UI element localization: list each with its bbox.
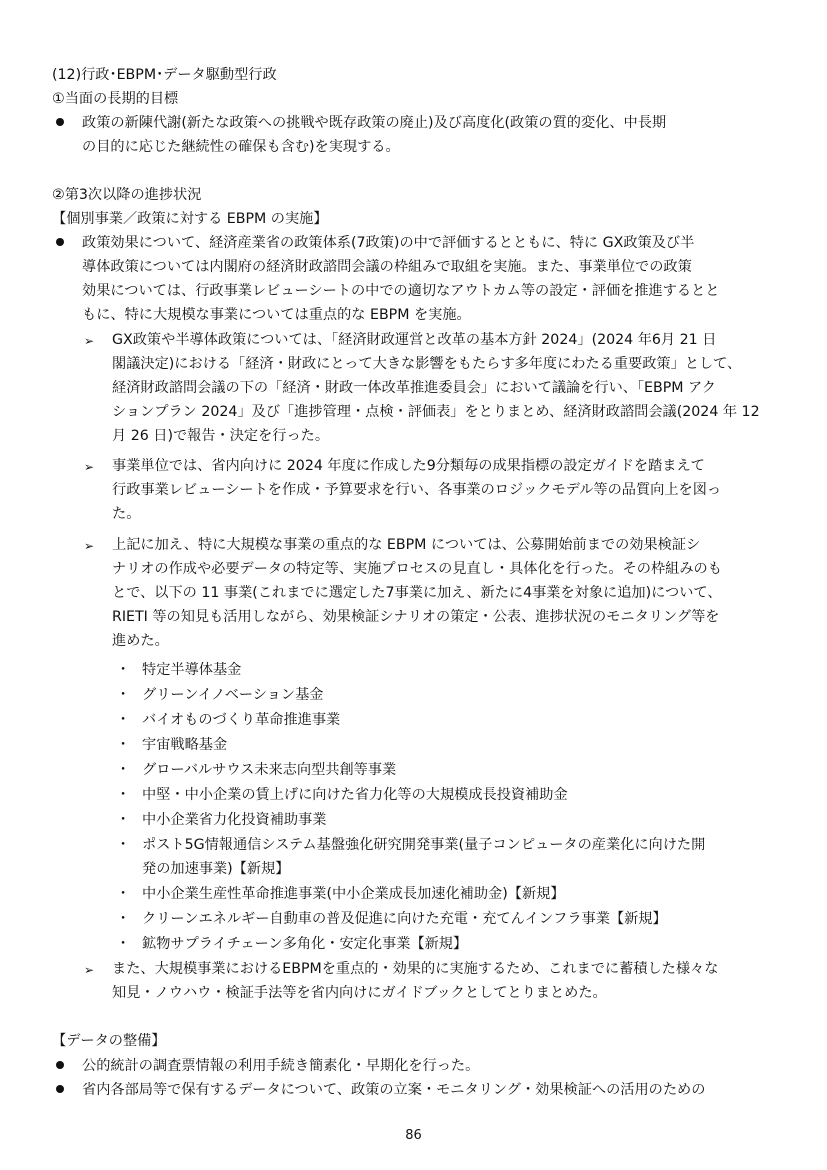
data-bullet-line: 公的統計の調査票情報の利用手続き簡素化・早期化を行った。 bbox=[82, 1058, 480, 1074]
sub-item-line: ナリオの作成や必要データの特定等、実施プロセスの見直し・具体化を行った。その枠組みのも bbox=[112, 561, 722, 577]
project-item: 中堅・中小企業の賃上げに向けた省力化等の大規模成長投資補助金 bbox=[142, 787, 568, 803]
sub-item-line: 事業単位では、省内向けに 2024 年度に作成した9分類毎の成果指標の設定ガイドを踏まえて bbox=[112, 458, 705, 474]
bullet-dot bbox=[56, 1085, 64, 1093]
project-item: 中小企業生産性革命推進事業(中小企業成長加速化補助金)【新規】 bbox=[142, 886, 565, 902]
list-dot: ・ bbox=[116, 687, 131, 703]
arrow-marker: ➢ bbox=[84, 334, 95, 348]
project-item: ポスト5G情報通信システム基盤強化研究開発事業(量子コンピュータの産業化に向けた開 bbox=[142, 837, 706, 853]
bullet-dot bbox=[56, 238, 64, 246]
data-heading: 【データの整備】 bbox=[52, 1033, 166, 1049]
arrow-marker: ➢ bbox=[84, 539, 95, 553]
goal-heading: ①当面の長期的目標 bbox=[52, 91, 179, 107]
section-heading: (12)行政･EBPM･データ駆動型行政 bbox=[52, 67, 277, 83]
ebpm-bullet-line: 効果については、行政事業レビューシートの中での適切なアウトカム等の設定・評価を推進するとと bbox=[82, 283, 720, 299]
arrow-marker: ➢ bbox=[84, 460, 95, 474]
ebpm-bullet-line: 導体政策については内閣府の経済財政諮問会議の枠組みで取組を実施。また、事業単位での政策 bbox=[82, 259, 692, 275]
sub-item-line: とで、以下の 11 事業(これまでに選定した7事業に加え、新たに4事業を対象に追加)について、 bbox=[112, 585, 722, 601]
sub-item-line: 行政事業レビューシートを作成・予算要求を行い、各事業のロジックモデル等の品質向上を図っ bbox=[112, 482, 722, 498]
sub-item-line: また、大規模事業におけるEBPMを重点的・効果的に実施するため、これまでに蓄積した様々な bbox=[112, 961, 719, 977]
ebpm-bullet-line: もに、特に大規模な事業については重点的な EBPM を実施。 bbox=[82, 307, 471, 323]
project-item: 中小企業省力化投資補助事業 bbox=[142, 812, 327, 828]
arrow-marker: ➢ bbox=[84, 963, 95, 977]
project-item: 特定半導体基金 bbox=[142, 662, 242, 678]
sub-item-line: 知見・ノウハウ・検証手法等を省内向けにガイドブックとしてとりまとめた。 bbox=[112, 985, 607, 1001]
list-dot: ・ bbox=[116, 662, 131, 678]
project-item: 鉱物サプライチェーン多角化・安定化事業【新規】 bbox=[142, 936, 468, 952]
sub-item-line: ションプラン 2024」及び「進捗管理・点検・評価表」をとりまとめ、経済財政諮問会議(2024 年 12 bbox=[112, 404, 760, 420]
project-item: グローバルサウス未来志向型共創等事業 bbox=[142, 762, 397, 778]
sub-item-line: 月 26 日)で報告・決定を行った。 bbox=[112, 428, 330, 444]
ebpm-bullet-line: 政策効果について、経済産業省の政策体系(7政策)の中で評価するとともに、特に GX政策及び半 bbox=[82, 235, 695, 251]
goal-bullet-line: の目的に応じた継続性の確保も含む)を実現する。 bbox=[82, 139, 400, 155]
bullet-dot bbox=[56, 118, 64, 126]
list-dot: ・ bbox=[116, 886, 131, 902]
list-dot: ・ bbox=[116, 911, 131, 927]
list-dot: ・ bbox=[116, 787, 131, 803]
sub-item-line: RIETI 等の知見も活用しながら、効果検証シナリオの策定・公表、進捗状況のモニタリング等を bbox=[112, 609, 720, 625]
list-dot: ・ bbox=[116, 712, 131, 728]
list-dot: ・ bbox=[116, 762, 131, 778]
project-item: クリーンエネルギー自動車の普及促進に向けた充電・充てんインフラ事業【新規】 bbox=[142, 911, 667, 927]
sub-item-line: 経済財政諮問会議の下の「経済・財政一体改革推進委員会」において議論を行い、「EBPM アク bbox=[112, 380, 716, 396]
project-item: グリーンイノベーション基金 bbox=[142, 687, 324, 703]
bullet-dot bbox=[56, 1061, 64, 1069]
sub-item-line: 上記に加え、特に大規模な事業の重点的な EBPM については、公募開始前までの効果検証シ bbox=[112, 537, 701, 553]
project-item: 宇宙戦略基金 bbox=[142, 737, 228, 753]
list-dot: ・ bbox=[116, 812, 131, 828]
list-dot: ・ bbox=[116, 837, 131, 853]
list-dot: ・ bbox=[116, 737, 131, 753]
sub-item-line: 閣議決定)における「経済・財政にとって大きな影響をもたらす多年度にわたる重要政策」として、 bbox=[112, 356, 742, 372]
progress-heading: ②第3次以降の進捗状況 bbox=[52, 187, 202, 203]
project-item: 発の加速事業)【新規】 bbox=[142, 861, 290, 877]
sub-item-line: た。 bbox=[112, 506, 141, 522]
data-bullet-line: 省内各部局等で保有するデータについて、政策の立案・モニタリング・効果検証への活用のための bbox=[82, 1082, 706, 1098]
list-dot: ・ bbox=[116, 936, 131, 952]
sub-item-line: GX政策や半導体政策については、「経済財政運営と改革の基本方針 2024」(2024 年6月 21 日 bbox=[112, 332, 717, 348]
project-item: バイオものづくり革命推進事業 bbox=[142, 712, 341, 728]
sub-item-line: 進めた。 bbox=[112, 633, 169, 649]
ebpm-heading: 【個別事業／政策に対する EBPM の実施】 bbox=[52, 211, 328, 227]
page-number: 86 bbox=[405, 1128, 422, 1143]
goal-bullet-line: 政策の新陳代謝(新たな政策への挑戦や既存政策の廃止)及び高度化(政策の質的変化、中長期 bbox=[82, 115, 667, 131]
